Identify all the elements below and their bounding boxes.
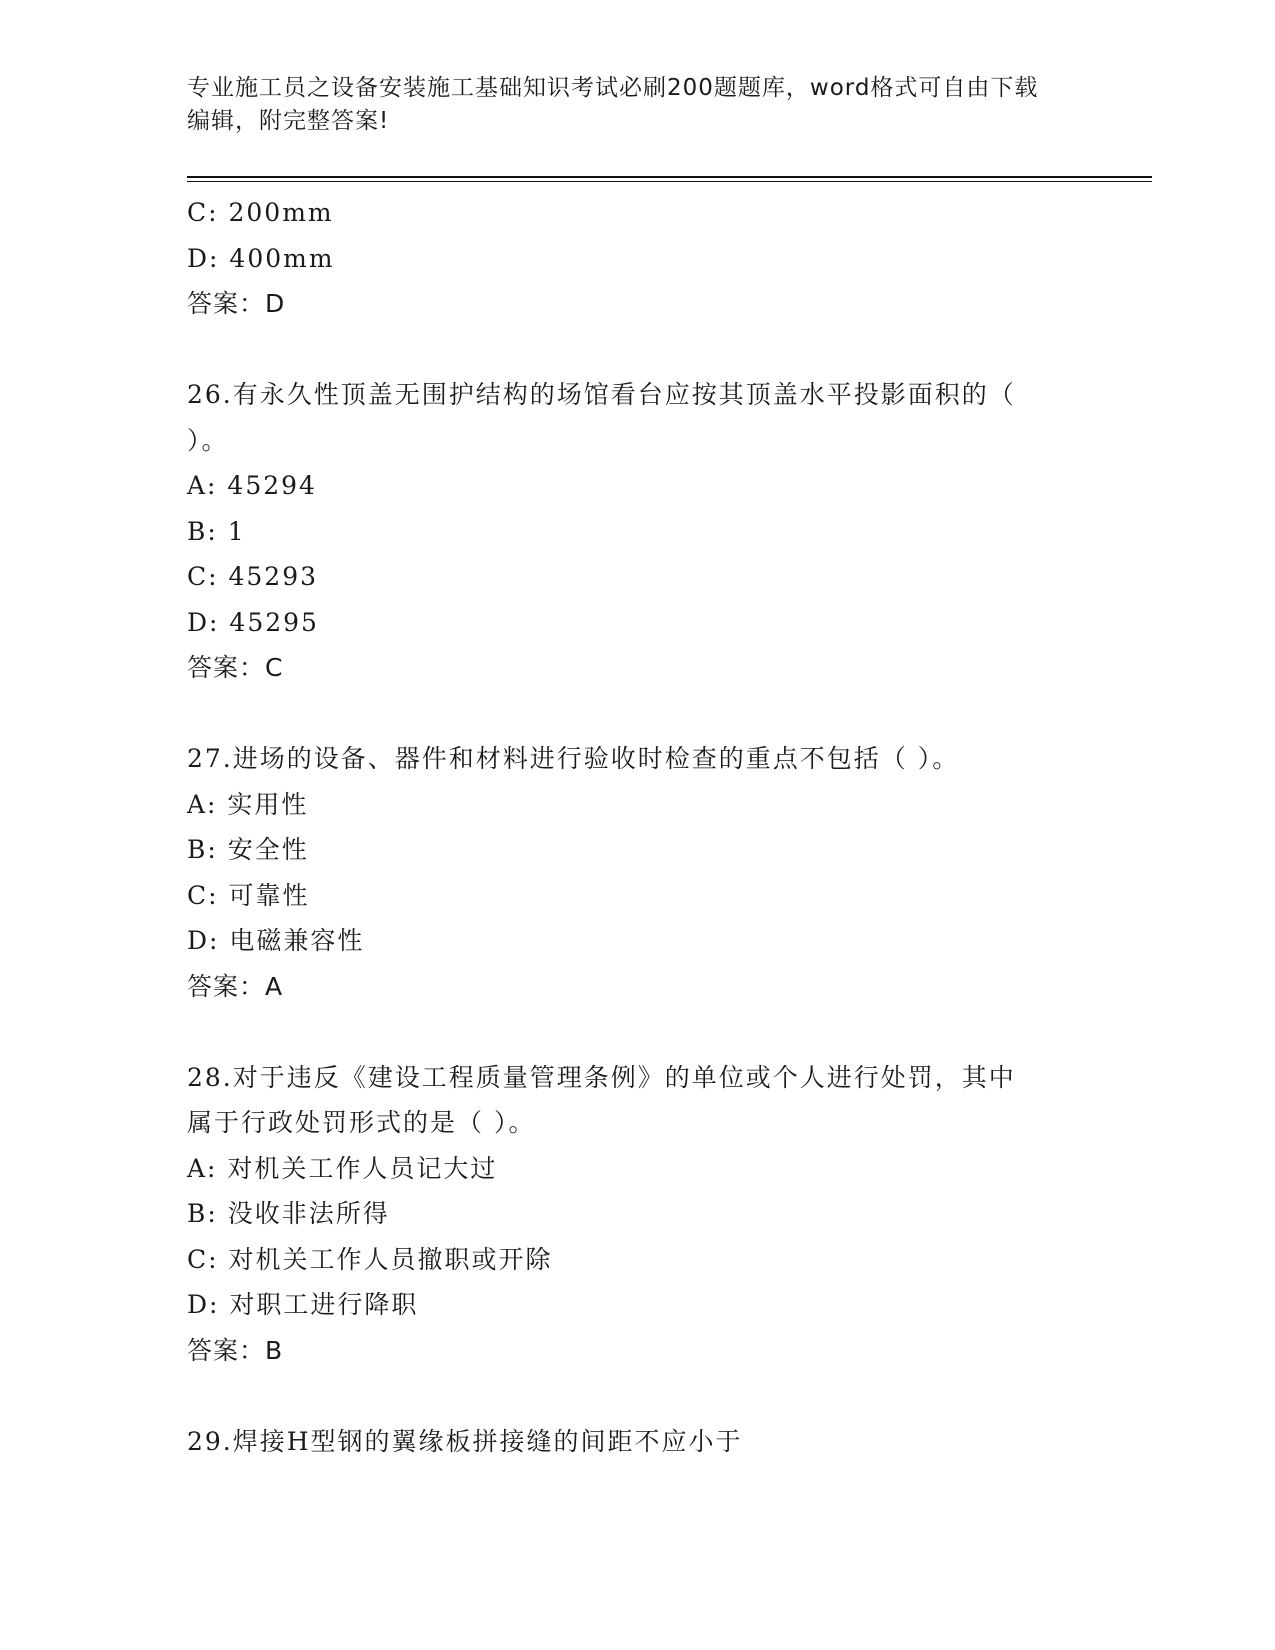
question-text-line-1: 26.有永久性顶盖无围护结构的场馆看台应按其顶盖水平投影面积的（ <box>187 380 1016 409</box>
answer-line: 答案：C <box>187 653 284 682</box>
spacer <box>187 1373 1087 1419</box>
question-text-line-1: 29.焊接H型钢的翼缘板拼接缝的间距不应小于 <box>187 1426 743 1456</box>
question-25-partial <box>187 190 1087 327</box>
spacer <box>187 691 1087 737</box>
question-27 <box>187 736 1087 1009</box>
header-divider-thick <box>187 176 1152 178</box>
question-text-line-1: 27.进场的设备、器件和材料进行验收时检查的重点不包括（ ）。 <box>187 744 960 773</box>
document-header <box>187 72 1067 138</box>
question-list <box>187 190 1087 1464</box>
option-c: C: 200mm <box>187 198 334 227</box>
question-text-line-1: 28.对于违反《建设工程质量管理条例》的单位或个人进行处罚，其中 <box>187 1062 1016 1092</box>
answer-line: 答案：B <box>187 1335 284 1365</box>
option-d: D: 400mm <box>187 243 335 273</box>
question-28 <box>187 1055 1087 1374</box>
option-b: B: 没收非法所得 <box>187 1199 390 1228</box>
option-a: A: 对机关工作人员记大过 <box>187 1153 498 1183</box>
option-b: B: 1 <box>187 516 246 546</box>
option-c: C: 对机关工作人员撤职或开除 <box>187 1244 553 1274</box>
spacer <box>187 1009 1087 1055</box>
question-text-line-2: 属于行政处罚形式的是（ ）。 <box>187 1108 536 1137</box>
answer-line: 答案：A <box>187 971 284 1001</box>
option-d: D: 45295 <box>187 607 319 637</box>
header-divider-thin <box>187 181 1152 182</box>
question-text-line-2: ）。 <box>187 425 229 455</box>
option-a: A: 实用性 <box>187 789 309 819</box>
header-title-line-1: 专业施工员之设备安装施工基础知识考试必刷200题题库，word格式可自由下载 <box>187 75 1039 101</box>
option-b: B: 安全性 <box>187 835 309 864</box>
option-d: D: 对职工进行降职 <box>187 1290 419 1319</box>
spacer <box>187 327 1087 373</box>
option-c: C: 可靠性 <box>187 880 310 910</box>
answer-line: 答案：D <box>187 289 286 318</box>
question-29 <box>187 1419 1087 1465</box>
option-c: C: 45293 <box>187 562 319 591</box>
header-title-line-2: 编辑，附完整答案! <box>187 108 390 134</box>
question-26 <box>187 372 1087 691</box>
option-d: D: 电磁兼容性 <box>187 926 365 955</box>
option-a: A: 45294 <box>187 471 317 500</box>
